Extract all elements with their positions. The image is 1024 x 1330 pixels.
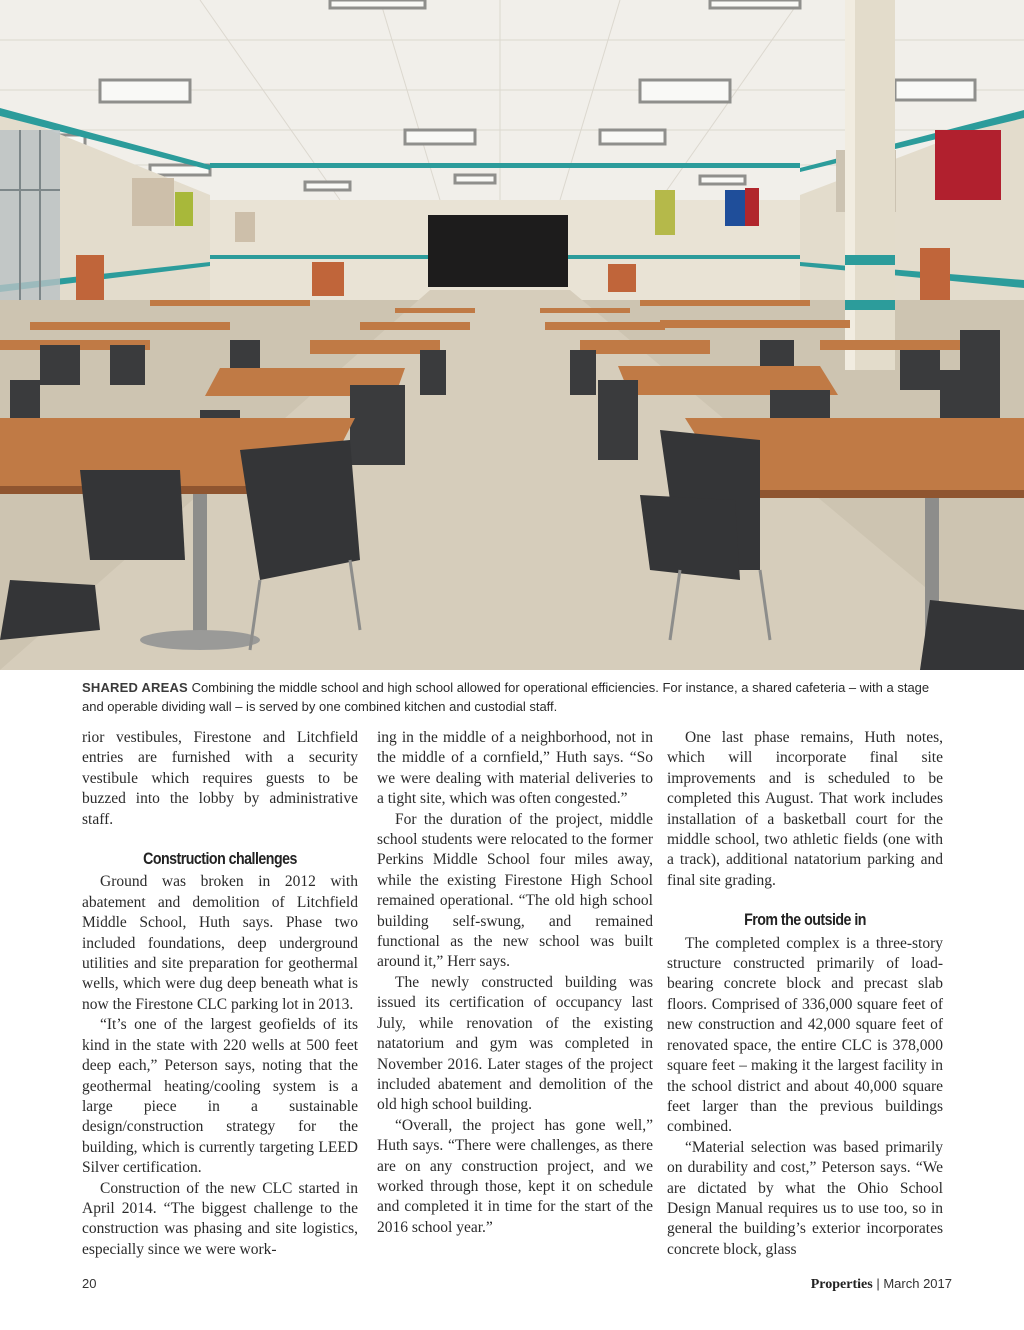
issue-date: March 2017 — [883, 1276, 952, 1291]
section-heading-construction: Construction challenges — [143, 850, 297, 869]
magazine-name: Properties — [810, 1277, 873, 1292]
caption-text: Combining the middle school and high school allowed for operational efficiencies. For instance, a shared cafeteria – with a stage and operable dividing wall – is served by one combined kitchen and custodial staff. — [82, 680, 930, 714]
page-footer — [82, 1276, 952, 1296]
paragraph: ing in the middle of a neighborhood, not in the middle of a cornfield,” Huth says. “So we were dealing with material deliveries to a tight site, which was often congested.” — [377, 729, 653, 808]
footer-separator: | — [876, 1276, 880, 1291]
magazine-masthead — [811, 1276, 952, 1293]
paragraph: For the duration of the project, middle school students were relocated to the former Perkins Middle School four miles away, while the existing Firestone High School remained operational. “The old high school building self-swung, and remained functional as the new school was built around it,” Herr says. — [377, 810, 653, 971]
article-column-3 — [667, 728, 943, 1260]
article-column-2 — [377, 728, 653, 1238]
paragraph: The newly constructed building was issued its certification of occupancy last July, while renovation of the existing natatorium and gym was completed in November 2016. Later stages of the project included abatement and demolition of the old high school building. — [377, 973, 653, 1114]
caption-lead: SHARED AREAS — [82, 680, 188, 695]
page-number: 20 — [82, 1276, 97, 1291]
paragraph: Construction of the new CLC started in April 2014. “The biggest challenge to the construction was phasing and site logistics, especially since we were work- — [82, 1179, 358, 1258]
paragraph: “It’s one of the largest geofields of its kind in the state with 220 wells at 500 feet deep each,” Peterson says, noting that the geothermal heating/cooling system is a large piece in a sustainable design/construction strategy for the building, which is currently targeting LEED Silver certification. — [82, 1016, 358, 1177]
photo-caption — [82, 678, 952, 716]
paragraph: rior vestibules, Firestone and Litchfield entries are furnished with a security vestibule which requires guests to be buzzed into the lobby by administrative staff. — [82, 729, 358, 828]
paragraph: “Material selection was based primarily on durability and cost,” Peterson says. “We are dictated by what the Ohio School Design Manual requires us to use too, so in general the building’s exterior incorporates concrete block, glass — [667, 1138, 943, 1258]
paragraph: The completed complex is a three-story structure constructed primarily of load-bearing concrete block and precast slab floors. Comprised of 336,000 square feet of new construction and 42,000 square feet of renovated space, the entire CLC is 378,000 square feet – making it the largest facility in the school district and about 40,000 square feet larger than the previous buildings combined. — [667, 934, 943, 1136]
paragraph: Ground was broken in 2012 with abatement and demolition of Litchfield Middle School, Huth says. Phase two included foundations, deep underground utilities and site preparation for geothermal wells, which were dug deep beneath what is now the Firestone CLC parking lot in 2013. — [82, 873, 358, 1013]
paragraph: “Overall, the project has gone well,” Huth says. “There were challenges, as there are on any construction project, and we worked through those, kept it on schedule and completed it in time for the start of the 2016 school year.” — [377, 1116, 653, 1236]
paragraph: One last phase remains, Huth notes, which will incorporate final site improvements and is scheduled to be completed this August. That work includes installation of a basketball court for the middle school, two athletic fields (one with a track), additional natatorium parking and final site grading. — [667, 729, 943, 889]
section-heading-outside: From the outside in — [744, 911, 866, 930]
article-column-1 — [82, 728, 358, 1260]
